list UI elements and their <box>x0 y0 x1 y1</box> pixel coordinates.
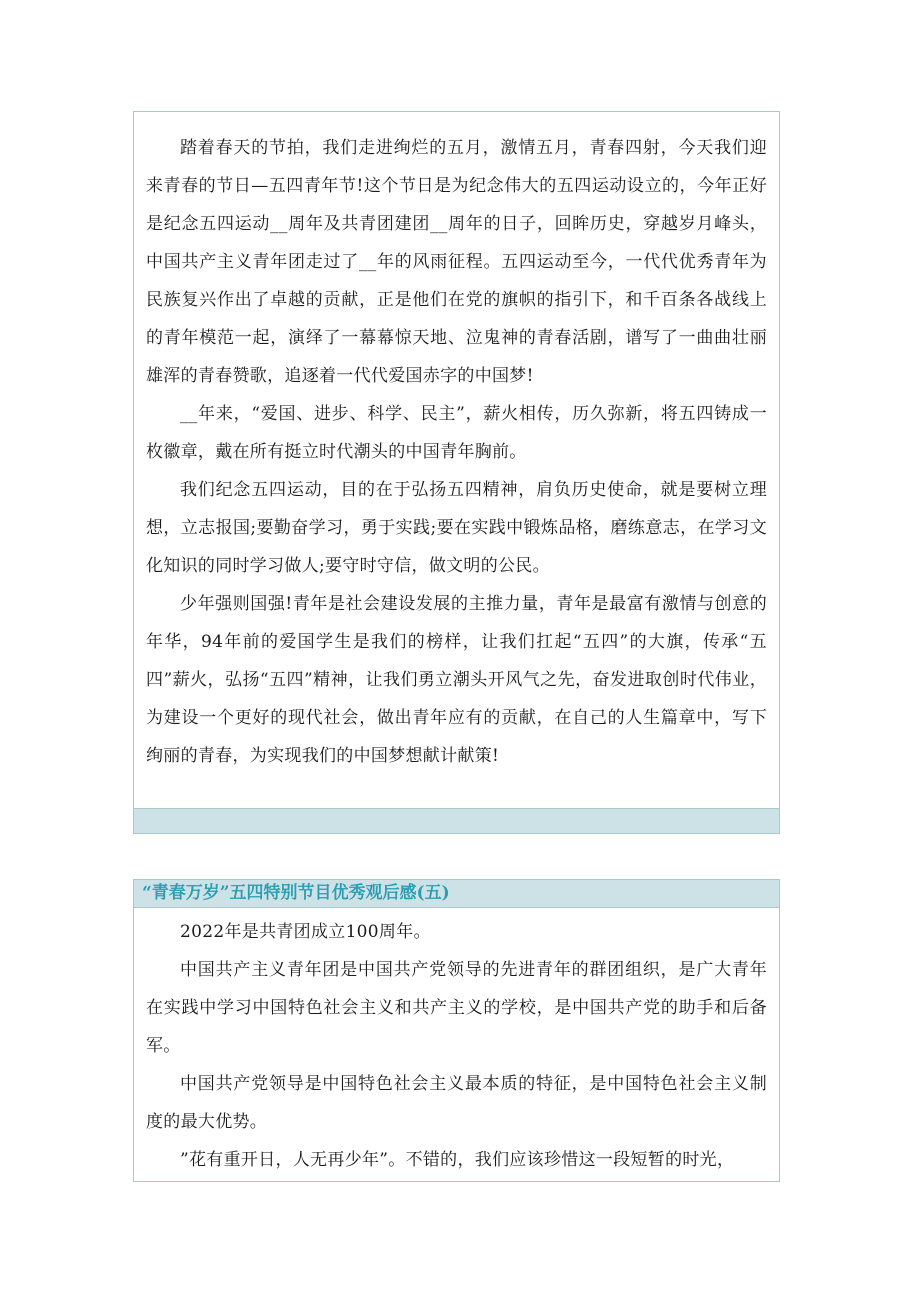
section-title: “青春万岁”五四特别节目优秀观后感(五) <box>134 880 779 908</box>
paragraph: 2022年是共青团成立100周年。 <box>180 922 431 942</box>
text-box-2 <box>133 879 780 1182</box>
text-content-1 <box>134 112 779 775</box>
text-content-2 <box>134 908 779 1179</box>
paragraph: 少年强则国强!青年是社会建设发展的主推力量，青年是最富有激情与创意的年华，94年前的爱国学生是我们的榜样，让我们扛起“五四”的大旗，传承“五四”薪火，弘扬“五四”精神，让我们勇立潮头开风气之先，奋发进取创时代伟业，为建设一个更好的现代社会，做出青年应有的贡献，在自己的人生篇章中，写下绚丽的青春，为实现我们的中国梦想献计献策! <box>146 594 767 766</box>
paragraph: ”花有重开日，人无再少年”。不错的，我们应该珍惜这一段短暂的时光， <box>180 1150 735 1170</box>
paragraph: 踏着春天的节拍，我们走进绚烂的五月，激情五月，青春四射，今天我们迎来青春的节日—五四青年节!这个节日是为纪念伟大的五四运动设立的，今年正好是纪念五四运动__周年及共青团建团__周年的日子，回眸历史，穿越岁月峰头，中国共产主义青年团走过了__年的风雨征程。五四运动至今，一代代优秀青年为民族复兴作出了卓越的贡献，正是他们在党的旗帜的指引下，和千百条各战线上的青年模范一起，演绎了一幕幕惊天地、泣鬼神的青春活剧，谱写了一曲曲壮丽雄浑的青春赞歌，追逐着一代代爱国赤字的中国梦! <box>146 138 767 386</box>
paragraph: 中国共产主义青年团是中国共产党领导的先进青年的群团组织，是广大青年在实践中学习中国特色社会主义和共产主义的学校，是中国共产党的助手和后备军。 <box>146 960 767 1056</box>
box-footer-bar <box>134 808 779 833</box>
text-box-1 <box>133 111 780 834</box>
paragraph: __年来，“爱国、进步、科学、民主”，薪火相传，历久弥新，将五四铸成一枚徽章，戴在所有挺立时代潮头的中国青年胸前。 <box>146 404 767 462</box>
paragraph: 中国共产党领导是中国特色社会主义最本质的特征，是中国特色社会主义制度的最大优势。 <box>146 1074 767 1132</box>
paragraph: 我们纪念五四运动，目的在于弘扬五四精神，肩负历史使命，就是要树立理想，立志报国;要勤奋学习，勇于实践;要在实践中锻炼品格，磨练意志，在学习文化知识的同时学习做人;要守时守信，做文明的公民。 <box>146 480 767 576</box>
